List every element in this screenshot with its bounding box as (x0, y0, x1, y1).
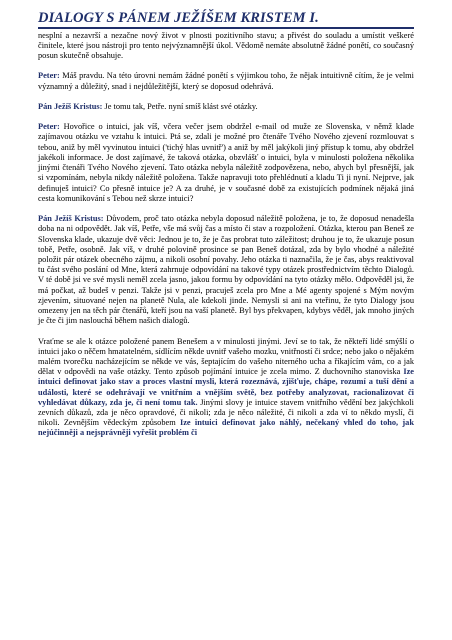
paragraph-text-tail: Jinými slovy je intuice stavem vnitřního vědění bez jakýchkoli zevních důkazů, zda je něco opravdové, či nikoli; zda je něco náležité, či nikoli a zda ví to někdo myslí, či nikoli. Zevnějším vědeckým způsobem (38, 397, 414, 428)
emphasis-text-2: Ize intuici definovat jako náhlý, nečekaný vhled do toho, jak nejúčinněji a nejsprávněji vyřešit problém či (38, 418, 414, 438)
paragraph-text: Hovořice o intuici, jak víš, včera večer jsem obdržel e-mail od muže ze Slovenska, v němž klade zajímavou otázku ve vztahu k intuici. Ptá se, zdali je možné pro čtenáře Tvého Nového zjevení rozmlouvat s tebou, aniž by měl vyvinutou intuici ('tichý hlas uvnitř') a aniž by měl jakýkoli jiný přístup k tomu, aby obdržel jakékoli informace. Je dost zajímavé, že taková otázka, obzvlášť o intuici, byla v minulosti položena několika jinými čtenáři Tvého Nového zjevení. Tato otázka nebyla náležitě zodpovězena, nebo, abych byl přesnější, jak si vzpomínám, nebyla nikdy náležitě položena. Takže napravuji toto přehlédnutí a kladu Ti ji nyní. Nejprve, jak definuješ intuici? Co přesně intuice je? A za druhé, je v současné době za existujících podmínek nějaká jiná cesta komunikování s Tebou než skrze intuici? (38, 122, 414, 203)
speaker-label: Peter: (38, 122, 60, 132)
paragraph-text: Důvodem, proč tato otázka nebyla doposud náležitě položena, je to, že doposud nenadešla doba na ni odpovědět. Jak víš, Petře, vše má svůj čas a místo či stav a rozpoložení. Otázka, kterou pan Beneš ze Slovenska klade, ukazuje dvě věci: Jednou je to, že je čas probrat tuto záležitost; druhou je to, že ukazuje posun tobě, Petře, osobně. Jak víš, v druhé polovině prosince se pan Beneš dotázal, zda by bylo vhodné a náležité položit pár otázek obecného zájmu, a nikoli osobní povahy. Jeho otázka ti naznačila, že je čas, abys reaktivoval tu část svého poslání od Mne, která zahrnuje odpovídání na takové typy otázek prostřednictvím těchto Dialogů. V té době jsi ve své mysli neměl zcela jasno, jakou formu by odpovídání na tyto otázky mělo. Odpověděl jsi, že má počkat, až budeš v penzi. Takže jsi v penzi, pracuješ zcela pro Mne a Mé agenty spojené s Mým novým zjevením, situované nejen na planetě Nula, ale kdekoli jinde. Nemysli si ani na vteřinu, že tyto Dialogy jsou omezeny jen na těch pár čtenářů, kteří jsou na vaší planetě. Byl bys překvapen, kdybys věděl, jak mnoho jiných je čte či jim naslouchá během našich dialogů. (38, 214, 414, 326)
document-body (38, 31, 414, 439)
paragraph-3 (38, 122, 414, 204)
paragraph-text: Máš pravdu. Na této úrovni nemám žádné ponětí s výjimkou toho, že nějak intuitivně cítím, že je velmi významný a důležitý, snad i nejdůležitější, který se doposud odehrává. (38, 71, 414, 91)
speaker-label: Peter: (38, 71, 60, 81)
paragraph-4 (38, 214, 414, 326)
paragraph-0 (38, 31, 414, 62)
paragraph-5 (38, 337, 414, 439)
header-rule (38, 27, 414, 29)
paragraph-text: nesplní a nezavrší a nezačne nový život v plnosti pozitivního stavu; a přivést do souladu a umístit veškeré činitele, které jsou nástroji pro tento nejvýznamnější úkol. Vědomě nemáte absolutně žádné ponětí, co současný posun skutečně obsahuje. (38, 30, 414, 60)
speaker-label: Pán Ježíš Kristus: (38, 214, 104, 224)
paragraph-text: Vraťme se ale k otázce položené panem Benešem a v minulosti jinými. Jeví se to tak, že někteří lidé smýšlí o intuici jako o něčem hmatatelném, sídlícím někde uvnitř vašeho mozku, vnitřností či srdce; nebo jako o nějakém malém tvorečku nacházejícím se někde ve vás, šeptajícím do vašeho niterného ucha a říkajícím vám, co a jak dělat v odpovědi na vaše otázky. Tento způsob pojímání intuice je zcela mimo. Z duchovního stanoviska (38, 336, 414, 377)
page-header-title: DIALOGY S PÁNEM JEŽÍŠEM KRISTEM I. (38, 10, 319, 26)
paragraph-1 (38, 71, 414, 91)
paragraph-text: Je tomu tak, Petře. nyní smíš klást své otázky. (102, 101, 258, 111)
speaker-label: Pán Ježíš Kristus: (38, 101, 103, 111)
paragraph-2 (38, 102, 414, 112)
emphasis-text: Ize intuici definovat jako stav a proces vlastní mysli, která rozeznává, zjišťuje, chápe, rozumí a tuší dění a události, které se odehrávají ve vnitřním a vnějším světě, bez potřeby analyzovat, racionalizovat či vyhledávat důkazy, zda je, či není tomu tak. (38, 367, 414, 407)
